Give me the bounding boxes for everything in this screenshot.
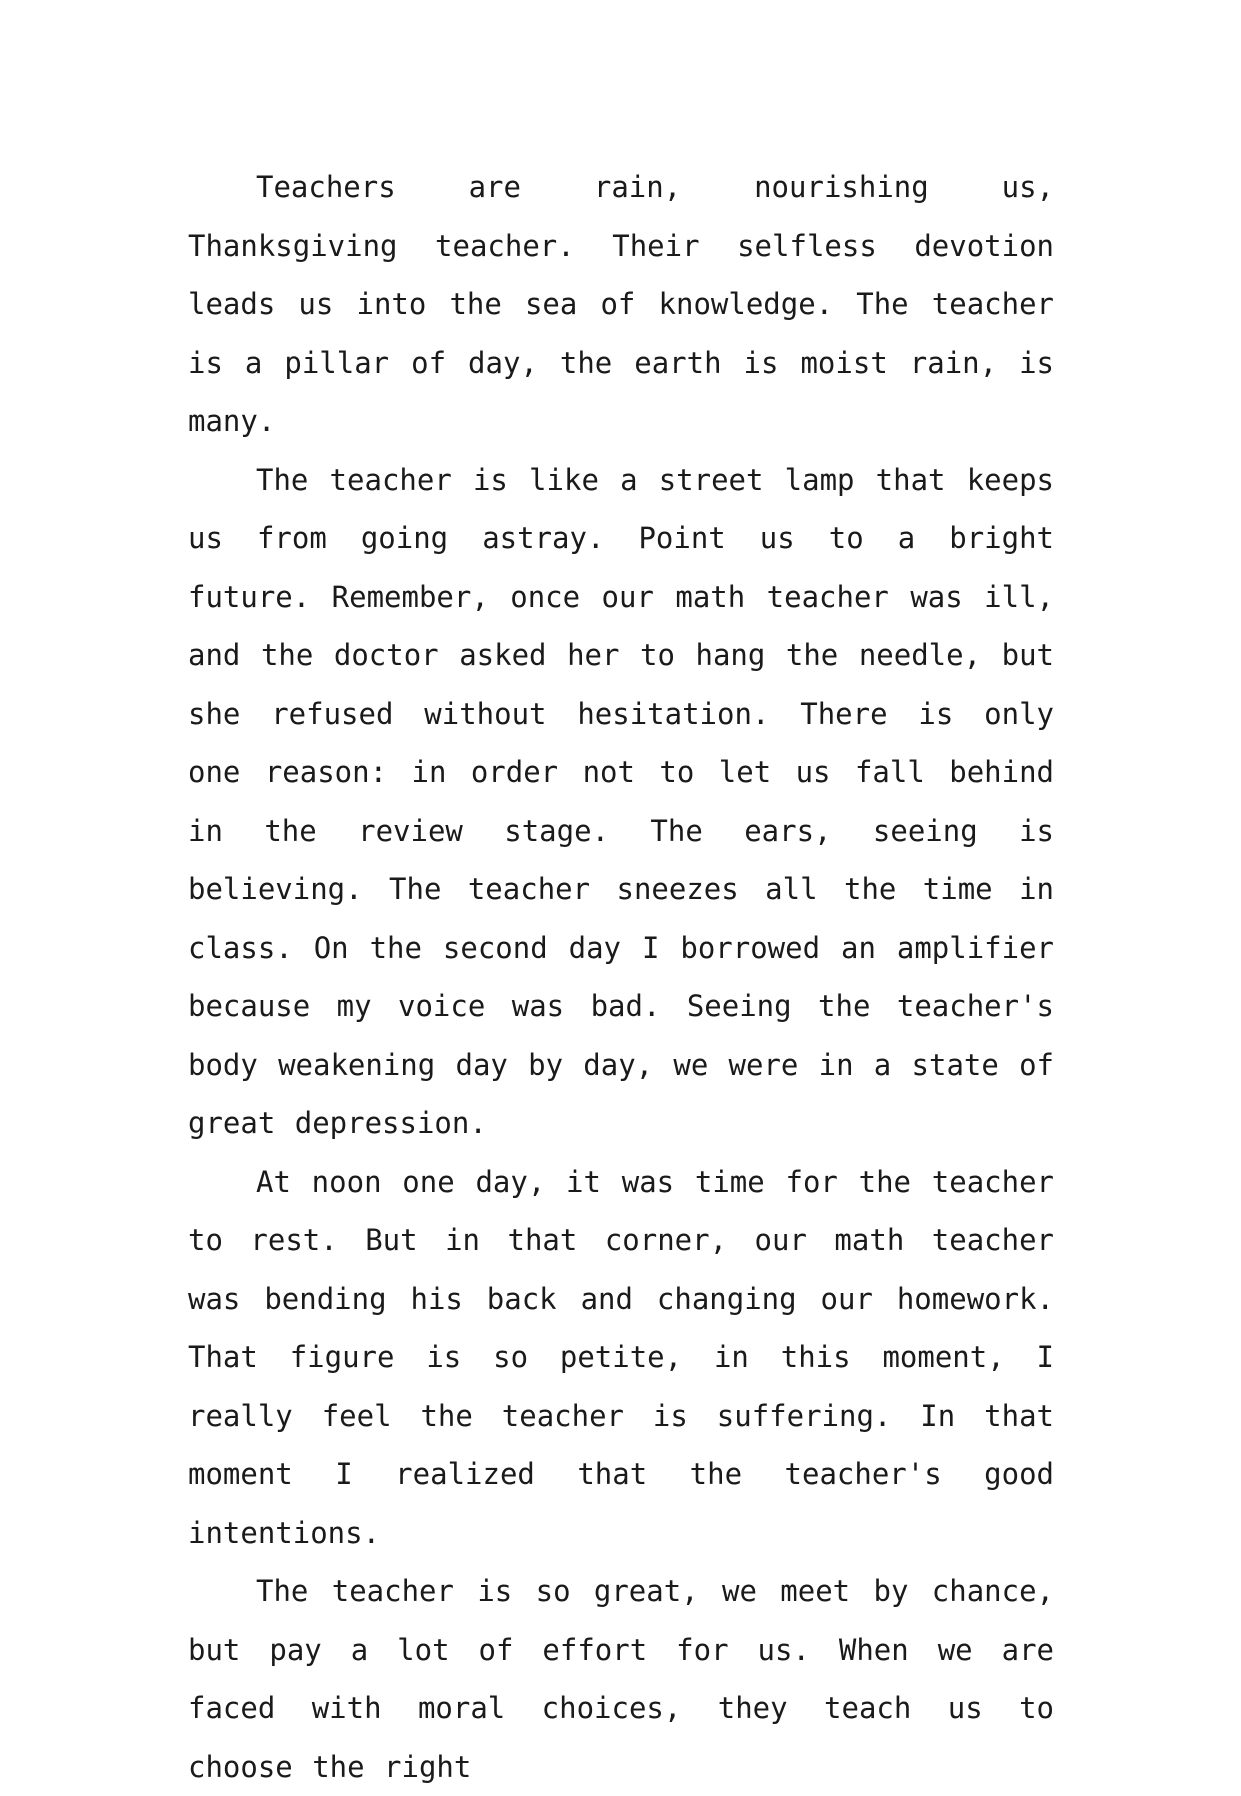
document-body (188, 158, 1054, 1796)
paragraph-1: Teachers are rain, nourishing us, Thanksgiving teacher. Their selfless devotion leads us into the sea of knowledge. The teacher is a pillar of day, the earth is moist rain, is many. (188, 170, 1054, 438)
paragraph-2: The teacher is like a street lamp that keeps us from going astray. Point us to a bright future. Remember, once our math teacher was ill, and the doctor asked her to hang the needle, but she refused without hesitation. There is only one reason: in order not to let us fall behind in the review stage. The ears, seeing is believing. The teacher sneezes all the time in class. On the second day I borrowed an amplifier because my voice was bad. Seeing the teacher's body weakening day by day, we were in a state of great depression. (188, 462, 1054, 1140)
paragraph-3: At noon one day, it was time for the teacher to rest. But in that corner, our math teacher was bending his back and changing our homework. That figure is so petite, in this moment, I really feel the teacher is suffering. In that moment I realized that the teacher's good intentions. (188, 1164, 1054, 1550)
paragraph-4: The teacher is so great, we meet by chance, but pay a lot of effort for us. When we are faced with moral choices, they teach us to choose the right (188, 1574, 1054, 1784)
